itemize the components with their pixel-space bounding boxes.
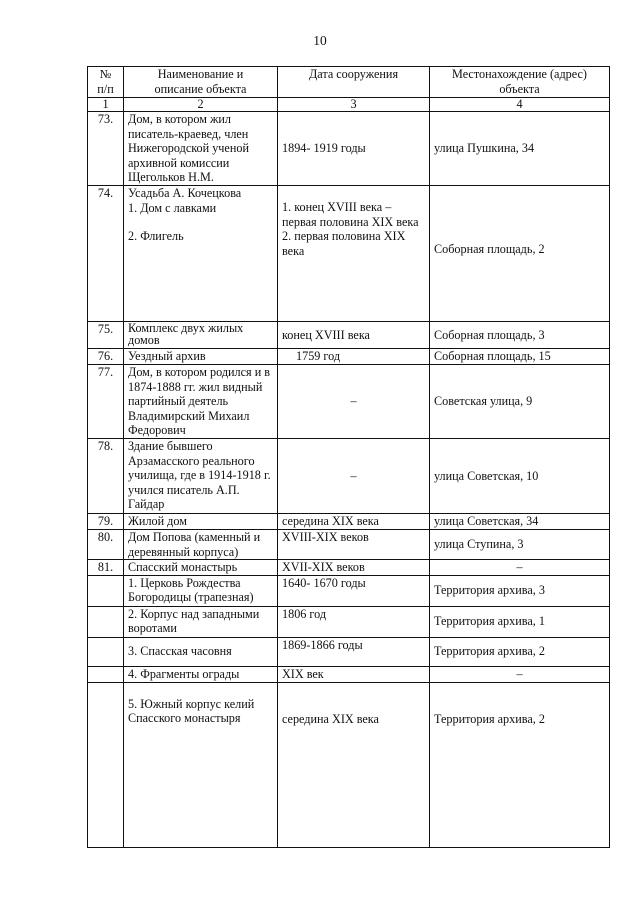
row-address: Территория архива, 2 xyxy=(430,682,610,847)
row-date: 1806 год xyxy=(278,606,430,637)
table-row-81-2 xyxy=(88,606,610,637)
row-date-part1: 1. конец XVIII века – первая половина XIX века xyxy=(282,199,419,229)
table-row-79 xyxy=(88,513,610,529)
row-name: 4. Фрагменты ограды xyxy=(124,666,278,682)
row-name: Жилой дом xyxy=(124,513,278,529)
row-name-part2: 2. Флигель xyxy=(128,229,184,244)
row-number: 75. xyxy=(88,321,124,348)
header-date: Дата сооружения xyxy=(278,67,430,98)
row-name: Уездный архив xyxy=(124,348,278,364)
row-number: 76. xyxy=(88,348,124,364)
row-number: 78. xyxy=(88,438,124,513)
row-number: 81. xyxy=(88,560,124,576)
table-row-81-4 xyxy=(88,666,610,682)
row-number: 73. xyxy=(88,112,124,186)
monuments-table xyxy=(87,66,610,848)
row-name xyxy=(124,185,278,321)
row-address: Советская улица, 9 xyxy=(430,364,610,438)
index-3: 3 xyxy=(278,98,430,112)
header-row xyxy=(88,67,610,98)
row-name: Комплекс двух жилых домов xyxy=(124,321,278,348)
row-date: XVIII-XIX веков xyxy=(278,529,430,559)
row-date: середина XIX века xyxy=(278,682,430,847)
row-number: 80. xyxy=(88,529,124,559)
row-name: Спасский монастырь xyxy=(124,560,278,576)
row-name: 5. Южный корпус келий Спасского монастыря xyxy=(124,682,278,847)
row-date: середина XIX века xyxy=(278,513,430,529)
row-number: 79. xyxy=(88,513,124,529)
row-date: – xyxy=(278,438,430,513)
table-row-77 xyxy=(88,364,610,438)
row-address: Территория архива, 2 xyxy=(430,637,610,666)
row-number: 74. xyxy=(88,185,124,321)
table-row-74 xyxy=(88,185,610,321)
row-number: 77. xyxy=(88,364,124,438)
row-address: Соборная площадь, 15 xyxy=(430,348,610,364)
row-address: Территория архива, 1 xyxy=(430,606,610,637)
row-date: 1759 год xyxy=(278,348,430,364)
row-address: – xyxy=(430,666,610,682)
row-name: Дом, в котором жил писатель-краевед, член Нижегородской ученой архивной комиссии Щегольков Н.М. xyxy=(124,112,278,186)
row-date: 1894- 1919 годы xyxy=(278,112,430,186)
table-row-81-3 xyxy=(88,637,610,666)
row-name: Дом Попова (каменный и деревянный корпуса) xyxy=(124,529,278,559)
row-name: 3. Спасская часовня xyxy=(124,637,278,666)
row-date-part2: 2. первая половина XIX века xyxy=(282,229,406,258)
page-number: 10 xyxy=(313,33,327,48)
row-date: – xyxy=(278,364,430,438)
index-2: 2 xyxy=(124,98,278,112)
row-date: 1869-1866 годы xyxy=(278,637,430,666)
row-address: Соборная площадь, 3 xyxy=(430,321,610,348)
row-date xyxy=(278,185,430,321)
row-address: улица Ступина, 3 xyxy=(430,529,610,559)
table-row-80 xyxy=(88,529,610,559)
table-row-75 xyxy=(88,321,610,348)
table-row-81-1 xyxy=(88,575,610,606)
table-row-76 xyxy=(88,348,610,364)
row-address: Территория архива, 3 xyxy=(430,575,610,606)
row-address: улица Пушкина, 34 xyxy=(430,112,610,186)
row-name: Здание бывшего Арзамасского реального училища, где в 1914-1918 г. учился писатель А.П. Гайдар xyxy=(124,438,278,513)
column-index-row xyxy=(88,98,610,112)
header-number: № п/п xyxy=(88,67,124,98)
row-date: 1640- 1670 годы xyxy=(278,575,430,606)
table-row-78 xyxy=(88,438,610,513)
header-name: Наименование и описание объекта xyxy=(124,67,278,98)
index-1: 1 xyxy=(88,98,124,112)
table-row-81-5 xyxy=(88,682,610,847)
index-4: 4 xyxy=(430,98,610,112)
row-name: 2. Корпус над западными воротами xyxy=(124,606,278,637)
row-name-title: Усадьба А. Кочецкова xyxy=(128,185,242,200)
row-date: конец XVIII века xyxy=(278,321,430,348)
row-name: 1. Церковь Рождества Богородицы (трапезная) xyxy=(124,575,278,606)
header-address: Местонахождение (адрес) объекта xyxy=(430,67,610,98)
row-address: Соборная площадь, 2 xyxy=(430,185,610,321)
table-row-81 xyxy=(88,560,610,576)
row-date: XIX век xyxy=(278,666,430,682)
row-name: Дом, в котором родился и в 1874-1888 гг. жил видный партийный деятель Владимирский Михаил Федорович xyxy=(124,364,278,438)
row-address: улица Советская, 10 xyxy=(430,438,610,513)
row-address: – xyxy=(430,560,610,576)
row-date: XVII-XIX веков xyxy=(278,560,430,576)
table-row-73 xyxy=(88,112,610,186)
row-name-part1: 1. Дом с лавками xyxy=(128,200,217,215)
row-address: улица Советская, 34 xyxy=(430,513,610,529)
